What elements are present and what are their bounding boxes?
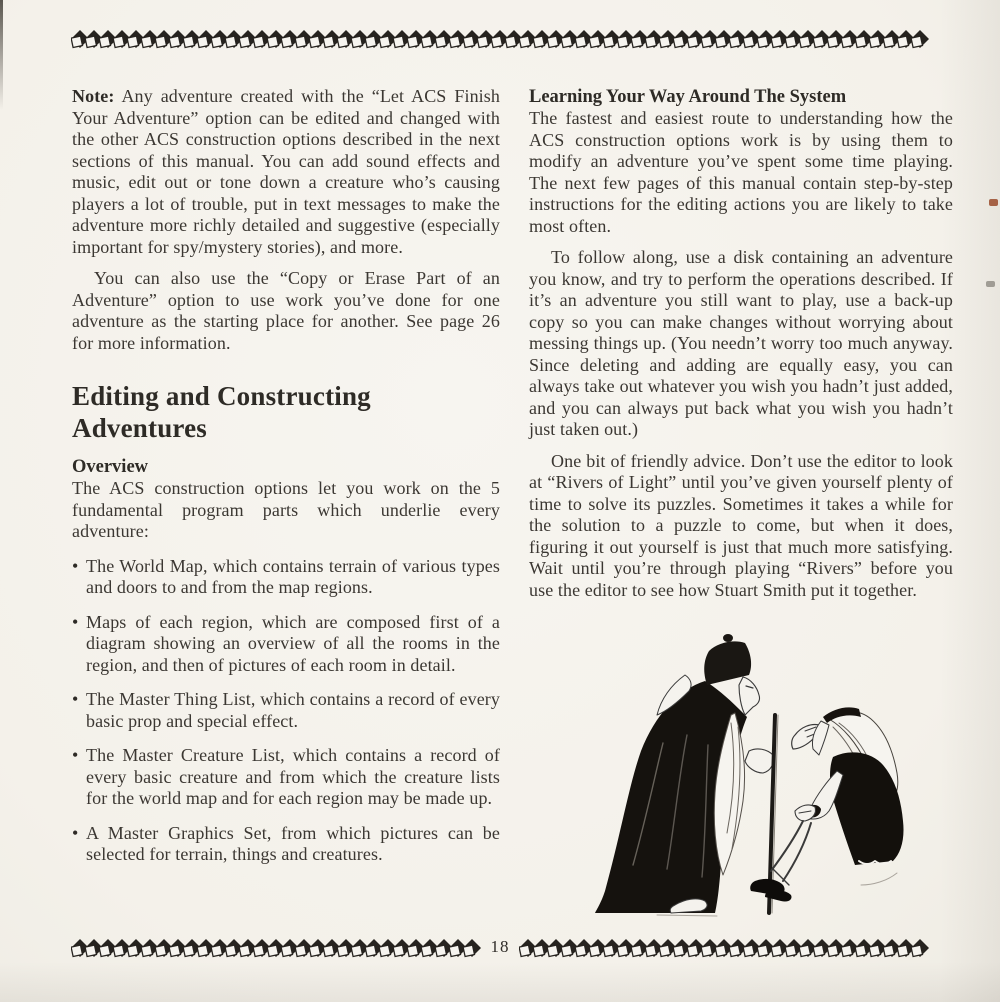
note-lead: Note: — [72, 86, 115, 106]
program-parts-list — [72, 556, 500, 866]
right-column — [529, 86, 953, 925]
learning-paragraph-1: The fastest and easiest route to understanding how the ACS construction options work is by using them to modify an adventure you’ve spent some time playing. The next few pages of this manual contain step-by-step instructions for the editing actions you are likely to take most often. — [529, 108, 953, 236]
copy-erase-paragraph: You can also use the “Copy or Erase Part of an Adventure” option to use work you’ve done for one adventure as the starting place for another. See page 26 for more information. — [72, 268, 500, 353]
overview-subheading: Overview — [72, 457, 149, 477]
bullet-icon: • — [72, 555, 79, 576]
learning-paragraph-2: To follow along, use a disk containing an adventure you know, and try to perform the operations described. If it’s an adventure you still want to play, use a back-up copy so you can make changes without worrying about messing things up. (You needn’t worry too much anyway. Since deleting and adding are equally easy, you can always take out whatever you wish you hadn’t just added, and you can always put back what you wish you hadn’t just taken out.) — [529, 247, 953, 439]
learning-heading: Learning Your Way Around The System — [529, 87, 847, 107]
list-item: • Maps of each region, which are composed first of a diagram showing an overview of all the rooms in the region, and then of pictures of each room in detail. — [72, 611, 500, 675]
page-number: 18 — [490, 937, 510, 956]
bullet-icon: • — [72, 745, 79, 765]
bullet-icon: • — [72, 611, 79, 632]
chain-border-top-icon — [71, 29, 941, 50]
bullet-icon: • — [72, 689, 79, 709]
chain-border-bottom-right-icon — [519, 938, 941, 959]
list-item: • The World Map, which contains terrain of various types and doors to and from the map regions. — [72, 555, 500, 597]
left-column — [72, 86, 500, 866]
wizard-and-listener-illustration — [567, 623, 959, 925]
list-item: • The Master Thing List, which contains a record of every basic prop and special effect. — [72, 689, 500, 731]
ink-smudge-red — [989, 199, 998, 206]
section-heading: Editing and Constructing Adventures — [72, 381, 371, 443]
list-item: • A Master Graphics Set, from which pictures can be selected for terrain, things and creatures. — [72, 822, 500, 864]
note-paragraph — [72, 86, 500, 258]
learning-paragraph-3: One bit of friendly advice. Don’t use the editor to look at “Rivers of Light” until you’ve given yourself plenty of time to solve its puzzles. Sometimes it takes a while for the solution to a puzzle to come, but when it does, figuring it out yourself is just that much more satisfying. Wait until you’re through playing “Rivers” before you use the editor to see how Stuart Smith put it together. — [529, 450, 953, 600]
overview-paragraph: The ACS construction options let you work on the 5 fundamental program parts which underlie every adventure: — [72, 478, 500, 541]
scan-edge-artifact — [0, 0, 3, 110]
chain-border-bottom-left-icon — [71, 938, 483, 959]
bullet-icon: • — [72, 822, 79, 843]
note-text: Any adventure created with the “Let ACS Finish Your Adventure” option can be edited and changed with the other ACS construction options described in the next sections of this manual. You can add sound effects and music, edit out or tone down a creature who’s causing players a lot of trouble, put in text messages to make the adventure more richly detailed and suggestive (especially important for spy/mystery stories), and more. — [72, 86, 500, 257]
ink-smudge-gray — [986, 281, 995, 287]
list-item: • The Master Creature List, which contains a record of every basic creature and from which the creature lists for the world map and for each region may be made up. — [72, 745, 500, 808]
